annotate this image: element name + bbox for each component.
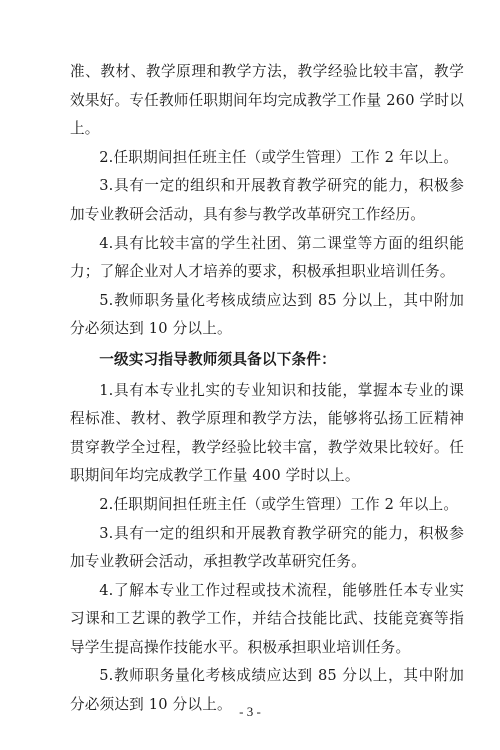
paragraph-item-2: 2.任职期间担任班主任（或学生管理）工作 2 年以上。 bbox=[99, 148, 459, 166]
page-number: - 3 - bbox=[239, 704, 261, 719]
paragraph-item-5: 5.教师职务量化考核成绩应达到 85 分以上，其中附加分必须达到 10 分以上。 bbox=[70, 291, 464, 338]
section-heading: 一级实习指导教师须具备以下条件： bbox=[99, 350, 336, 368]
paragraph-item-2: 2.任职期间担任班主任（或学生管理）工作 2 年以上。 bbox=[99, 495, 459, 513]
paragraph-item-3: 3.具有一定的组织和开展教育教学研究的能力，积极参加专业教研会活动，具有参与教学改革研究工作经历。 bbox=[70, 177, 464, 223]
paragraph-item-1: 1.具有本专业扎实的专业知识和技能，掌握本专业的课程标准、教材、教学原理和教学方法，能够将弘扬工匠精神贯穿教学全过程，教学经验比较丰富，教学效果比较好。任职期间年均完成教学工作量 400 学时以上。 bbox=[70, 381, 464, 485]
document-body bbox=[70, 58, 464, 720]
paragraph-item-5: 5.教师职务量化考核成绩应达到 85 分以上，其中附加分必须达到 10 分以上。 bbox=[70, 667, 464, 714]
paragraph-item-4: 4.了解本专业工作过程或技术流程，能够胜任本专业实习课和工艺课的教学工作，并结合技能比武、技能竞赛等指导学生提高操作技能水平。积极承担职业培训任务。 bbox=[70, 581, 464, 656]
paragraph-continuation: 准、教材、教学原理和教学方法，教学经验比较丰富，教学效果好。专任教师任职期间年均完成教学工作量 260 学时以上。 bbox=[70, 63, 464, 138]
paragraph-item-4: 4.具有比较丰富的学生社团、第二课堂等方面的组织能力；了解企业对人才培养的要求，积极承担职业培训任务。 bbox=[70, 234, 464, 281]
paragraph-item-3: 3.具有一定的组织和开展教育教学研究的能力，积极参加专业教研会活动，承担教学改革研究任务。 bbox=[70, 524, 464, 571]
